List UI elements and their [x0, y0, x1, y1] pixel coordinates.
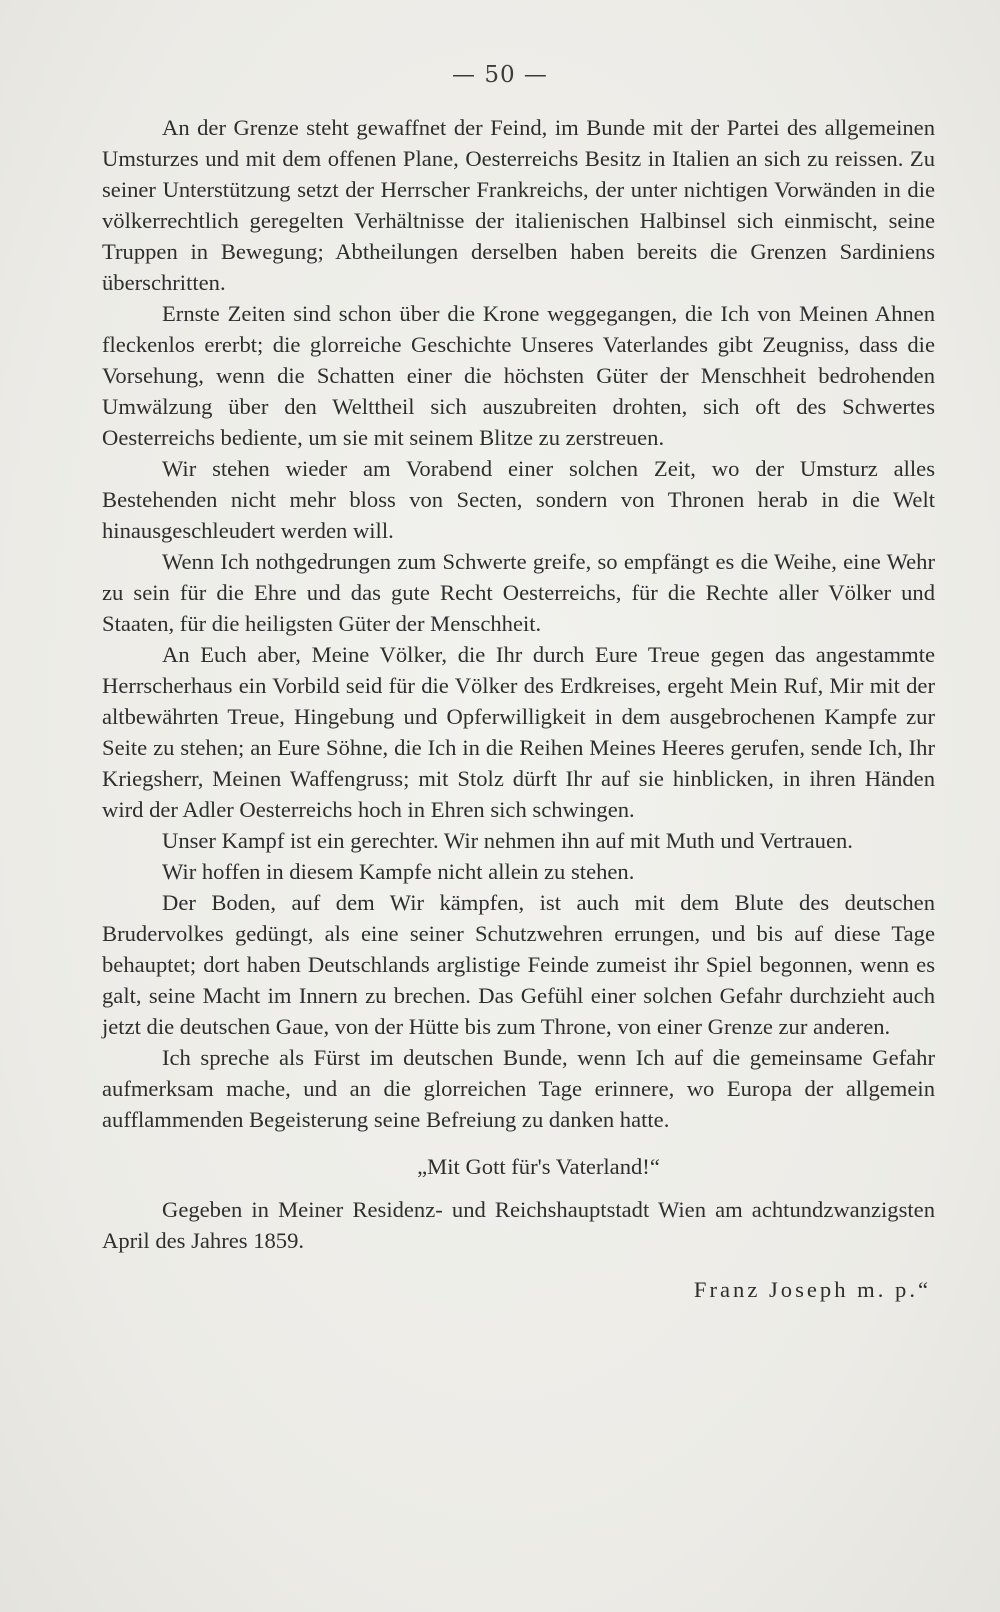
signature: Franz Joseph m. p.“ — [693, 1277, 931, 1302]
paragraph-7: Wir hoffen in diesem Kampfe nicht allein zu stehen. — [162, 859, 635, 884]
paragraph-8: Der Boden, auf dem Wir kämpfen, ist auch mit dem Blute des deutschen Brudervolkes gedüngt, als eine seiner Schutzwehren errungen, und bis auf diese Tage behauptet; dort haben Deutschlands arglistige Feinde zumeist ihr Spiel begonnen, wenn es galt, seine Macht im Innern zu brechen. Das Gefühl einer solchen Gefahr durchzieht auch jetzt die deutschen Gaue, von der Hütte bis zum Throne, von einer Grenze zur anderen. — [102, 890, 935, 1039]
paragraph-3: Wir stehen wieder am Vorabend einer solchen Zeit, wo der Umsturz alles Bestehenden nicht mehr bloss von Secten, sondern von Thronen herab in die Welt hinausgeschleudert werden will. — [102, 456, 935, 543]
date-line: Gegeben in Meiner Residenz- und Reichshauptstadt Wien am achtundzwanzigsten April des Jahres 1859. — [102, 1197, 935, 1253]
paragraph-9: Ich spreche als Fürst im deutschen Bunde, wenn Ich auf die gemeinsame Gefahr aufmerksam mache, und an die glorreichen Tage erinnere, wo Europa der allgemein aufflammenden Begeisterung seine Befreiung zu danken hatte. — [102, 1045, 935, 1132]
page-number: — 50 — — [452, 62, 548, 88]
paragraph-1: An der Grenze steht gewaffnet der Feind, im Bunde mit der Partei des allgemeinen Umsturzes und mit dem offenen Plane, Oesterreichs Besitz in Italien an sich zu reissen. Zu seiner Unterstützung setzt der Herrscher Frankreichs, der unter nichtigen Vorwänden in die völkerrechtlich geregelten Verhältnisse der italienischen Halbinsel sich einmischt, seine Truppen in Bewegung; Abtheilungen derselben haben bereits die Grenzen Sardiniens überschritten. — [102, 115, 935, 295]
motto: „Mit Gott für's Vaterland!“ — [417, 1154, 660, 1179]
paragraph-4: Wenn Ich nothgedrungen zum Schwerte greife, so empfängt es die Weihe, eine Wehr zu sein für die Ehre und das gute Recht Oesterreichs, für die Rechte aller Völker und Staaten, für die heiligsten Güter der Menschheit. — [102, 549, 935, 636]
body-text — [102, 112, 935, 1305]
paragraph-6: Unser Kampf ist ein gerechter. Wir nehmen ihn auf mit Muth und Vertrauen. — [162, 828, 853, 853]
paragraph-5: An Euch aber, Meine Völker, die Ihr durch Eure Treue gegen das angestammte Herrscherhaus ein Vorbild seid für die Völker des Erdkreises, ergeht Mein Ruf, Mir mit der altbewährten Treue, Hingebung und Opferwilligkeit in dem ausgebrochenen Kampfe zur Seite zu stehen; an Eure Söhne, die Ich in die Reihen Meines Heeres gerufen, sende Ich, Ihr Kriegsherr, Meinen Waffengruss; mit Stolz dürft Ihr auf sie hinblicken, in ihren Händen wird der Adler Oesterreichs hoch in Ehren sich schwingen. — [102, 642, 935, 822]
paragraph-2: Ernste Zeiten sind schon über die Krone weggegangen, die Ich von Meinen Ahnen fleckenlos ererbt; die glorreiche Geschichte Unseres Vaterlandes gibt Zeugniss, dass die Vorsehung, wenn die Schatten einer die höchsten Güter der Menschheit bedrohenden Umwälzung über den Welttheil sich auszubreiten drohten, sich oft des Schwertes Oesterreichs bediente, um sie mit seinem Blitze zu zerstreuen. — [102, 301, 935, 450]
